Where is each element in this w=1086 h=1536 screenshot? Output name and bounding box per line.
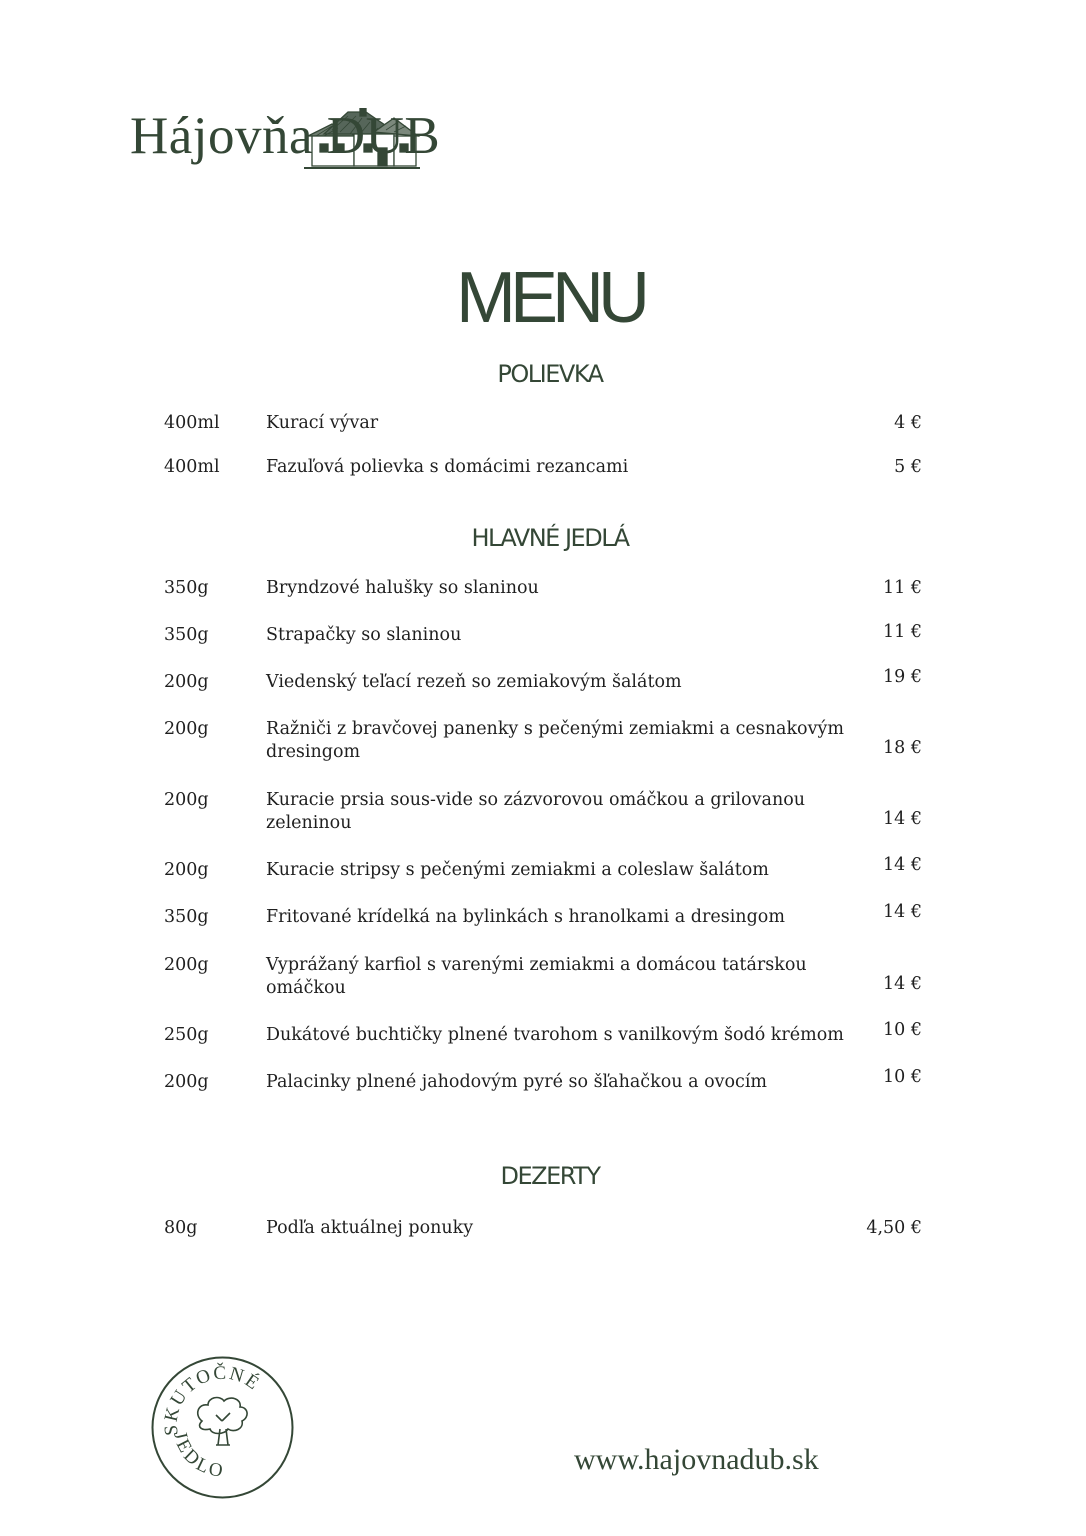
item-size: 400ml — [164, 413, 220, 433]
section-title-dezerty: DEZERTY — [500, 1162, 600, 1190]
item-name: Ražniči z bravčovej panenky s pečenými zemiakmi a cesnakovým dresingom — [266, 719, 844, 762]
item-price: 4 € — [894, 413, 922, 433]
item-name: Fritované krídelká na bylinkách s hranolkami a dresingom — [266, 907, 785, 927]
item-size: 400ml — [164, 457, 220, 477]
stamp-text-top: SKUTOČNÉ — [160, 1362, 264, 1437]
skutocne-jedlo-stamp — [150, 1355, 295, 1500]
item-size: 350g — [164, 625, 209, 645]
item-size: 200g — [164, 719, 209, 739]
item-price: 5 € — [894, 457, 922, 477]
menu-title: MENU — [456, 258, 644, 338]
item-price: 14 € — [883, 974, 922, 994]
item-size: 200g — [164, 1072, 209, 1092]
item-price: 19 € — [883, 667, 922, 687]
item-name: Podľa aktuálnej ponuky — [266, 1218, 474, 1238]
item-size: 350g — [164, 578, 209, 598]
item-price: 18 € — [883, 738, 922, 758]
item-name: Fazuľová polievka s domácimi rezancami — [266, 457, 629, 477]
item-size: 200g — [164, 790, 209, 810]
item-price: 4,50 € — [866, 1218, 922, 1238]
item-size: 200g — [164, 860, 209, 880]
section-title-polievka: POLIEVKA — [497, 360, 603, 388]
item-price: 11 € — [883, 578, 922, 598]
stamp-text-bottom: JEDLO — [169, 1429, 227, 1482]
item-price: 14 € — [883, 902, 922, 922]
item-price: 14 € — [883, 809, 922, 829]
item-name: Bryndzové halušky so slaninou — [266, 578, 539, 598]
item-size: 350g — [164, 907, 209, 927]
item-name: Viedenský teľací rezeň so zemiakovým šalátom — [266, 672, 682, 692]
item-name: Kuracie prsia sous-vide so zázvorovou omáčkou a grilovanou zeleninou — [266, 790, 806, 833]
item-size: 80g — [164, 1218, 198, 1238]
item-price: 10 € — [883, 1020, 922, 1040]
item-price: 10 € — [883, 1067, 922, 1087]
item-size: 250g — [164, 1025, 209, 1045]
brand-name: Hájovňa DUB — [130, 107, 441, 165]
item-name: Kurací vývar — [266, 413, 379, 433]
item-name: Dukátové buchtičky plnené tvarohom s vanilkovým šodó krémom — [266, 1025, 844, 1045]
item-name: Palacinky plnené jahodovým pyré so šľahačkou a ovocím — [266, 1072, 768, 1092]
section-title-hlavne-jedla: HLAVNÉ JEDLÁ — [471, 524, 629, 552]
item-price: 11 € — [883, 622, 922, 642]
item-name: Kuracie stripsy s pečenými zemiakmi a coleslaw šalátom — [266, 860, 769, 880]
website-url: www.hajovnadub.sk — [574, 1443, 819, 1476]
oak-tree-icon — [198, 1398, 247, 1445]
item-price: 14 € — [883, 855, 922, 875]
item-name: Strapačky so slaninou — [266, 625, 462, 645]
item-size: 200g — [164, 955, 209, 975]
item-size: 200g — [164, 672, 209, 692]
item-name: Vyprážaný karfiol s varenými zemiakmi a domácou tatárskou omáčkou — [266, 955, 807, 998]
